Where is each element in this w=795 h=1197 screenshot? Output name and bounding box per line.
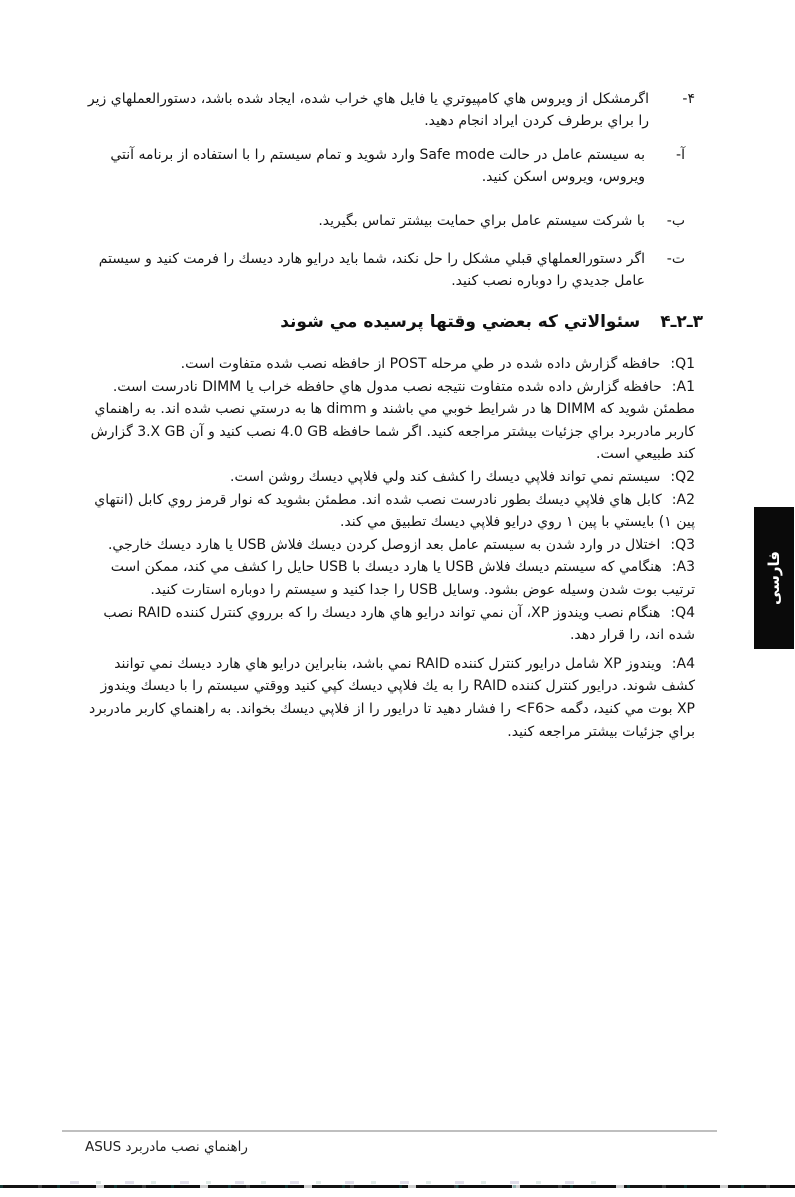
list-item-text: با شركت سيستم عامل براي حمايت بيشتر تماس بگيريد. [318,213,645,229]
page-content [85,88,703,743]
faq-answer-1 [85,376,695,466]
faq-label: Q1: [670,356,695,372]
faq-label: A1: [671,378,695,395]
language-tab-label: فارسی [765,550,783,606]
faq-text: هنگامي كه سيستم ديسك فلاش USB يا هارد ديسك با USB حايل را كشف مي كند، ممكن است ترتيب بوت شدن وسيله عوض بشود. وسايل USB را جدا كنيد و سيستم را دوباره استارت كنيد. [110,559,695,598]
faq-text: كابل هاي فلاپي ديسك بطور نادرست نصب شده اند. مطمئن بشويد كه نوار قرمز روي كابل (انتهاي پين ۱) بايستي با پين ۱ روي درايو فلاپي ديسك تطبيق مي كند. [94,491,695,531]
scan-artifact-line [0,1185,795,1188]
faq-label: Q4: [670,604,695,621]
faq-question-3 [85,534,695,557]
list-marker: ۴- [682,91,695,107]
faq-text: سيستم نمي تواند فلاپي ديسك را كشف كند ولي فلاپي ديسك روشن است. [230,468,661,485]
faq-answer-2 [85,489,695,534]
list-marker: ب- [666,213,685,229]
faq-block [85,353,695,743]
faq-text: هنگام نصب ويندوز XP، آن نمي تواند درايو هاي هارد ديسك را كه برروي كنترل كننده RAID نصب شده اند، را قرار دهد. [103,604,695,644]
list-item-text: اگرمشكل از ويروس هاي كامپيوتري يا فايل هاي خراب شده، ايجاد شده باشد، دستورالعملهاي زير را براي برطرف كردن ايراد انجام دهيد. [87,91,649,129]
language-tab-farsi [754,507,794,649]
faq-label: A3: [671,559,695,576]
scan-noise [70,1181,610,1184]
section-heading [85,309,703,335]
list-item-text: به سيستم عامل در حالت Safe mode وارد شويد و تمام سيستم را با استفاده از برنامه آنتي ويروس، ويروس اسكن كنيد. [110,147,645,185]
faq-question-1 [85,353,695,376]
faq-text: ويندوز XP شامل درايور كنترل كننده RAID نمي باشد، بنابراين درايو هاي هارد ديسك نمي توانند كشف شوند. درايور كنترل كننده RAID را به يك فلاپي ديسك كپي كنيد ووقتي سيستم را با ديسك ويندوز XP بوت مي كنيد، دگمه ⁦<F6>⁩ را فشار دهيد تا درايور را از فلاپي ديسك بخواند. به راهنماي كاربر مادربرد براي جزئيات بيشتر مراجعه كنيد. [89,655,695,740]
footer-label: راهنماي نصب مادربرد ASUS [85,1139,248,1155]
faq-text: حافظه گزارش داده شده در طي مرحله POST از حافظه نصب شده متفاوت است. [180,356,661,372]
list-marker: آ- [676,147,685,163]
sub-list-item-a [85,144,685,188]
faq-label: A4: [671,655,695,672]
section-title: سئوالاتي كه بعضي وقتها پرسيده مي شوند [280,312,641,332]
faq-question-4 [85,602,695,647]
sub-list-item-b [85,210,685,232]
faq-text: حافظه گزارش داده شده متفاوت نتيجه نصب مدول هاي حافظه خراب يا DIMM نادرست است. مطمئن شويد كه DIMM ها در شرايط خوبي مي باشند و dimm ها به درستي نصب شده اند. به راهنماي كاربر مادربرد براي جزئيات بيشتر مراجعه كنيد. اگر شما حافظه ⁦4.0 GB⁩ نصب كنيد و آن ⁦3.X GB⁩ گزارش كند طبيعي است. [90,378,695,463]
faq-label: Q3: [670,536,695,553]
faq-label: A2: [671,491,695,508]
section-number: ۳ـ۲ـ۴ [660,312,703,332]
sub-list-item-t [85,248,685,292]
faq-answer-3 [85,556,695,601]
faq-question-2 [85,466,695,489]
footer-divider [62,1130,717,1132]
list-item-text: اگر دستورالعملهاي قبلي مشكل را حل نكند، شما بايد درايو هارد ديسك را فرمت كنيد و سيستم عامل جديدي را دوباره نصب كنيد. [98,251,645,289]
faq-answer-4 [85,653,695,743]
numbered-list-item-4 [85,88,695,132]
faq-text: اختلال در وارد شدن به سيستم عامل بعد ازوصل كردن ديسك فلاش USB يا هارد ديسك خارجي. [107,536,661,553]
faq-label: Q2: [670,468,695,485]
list-marker: ت- [666,251,685,267]
